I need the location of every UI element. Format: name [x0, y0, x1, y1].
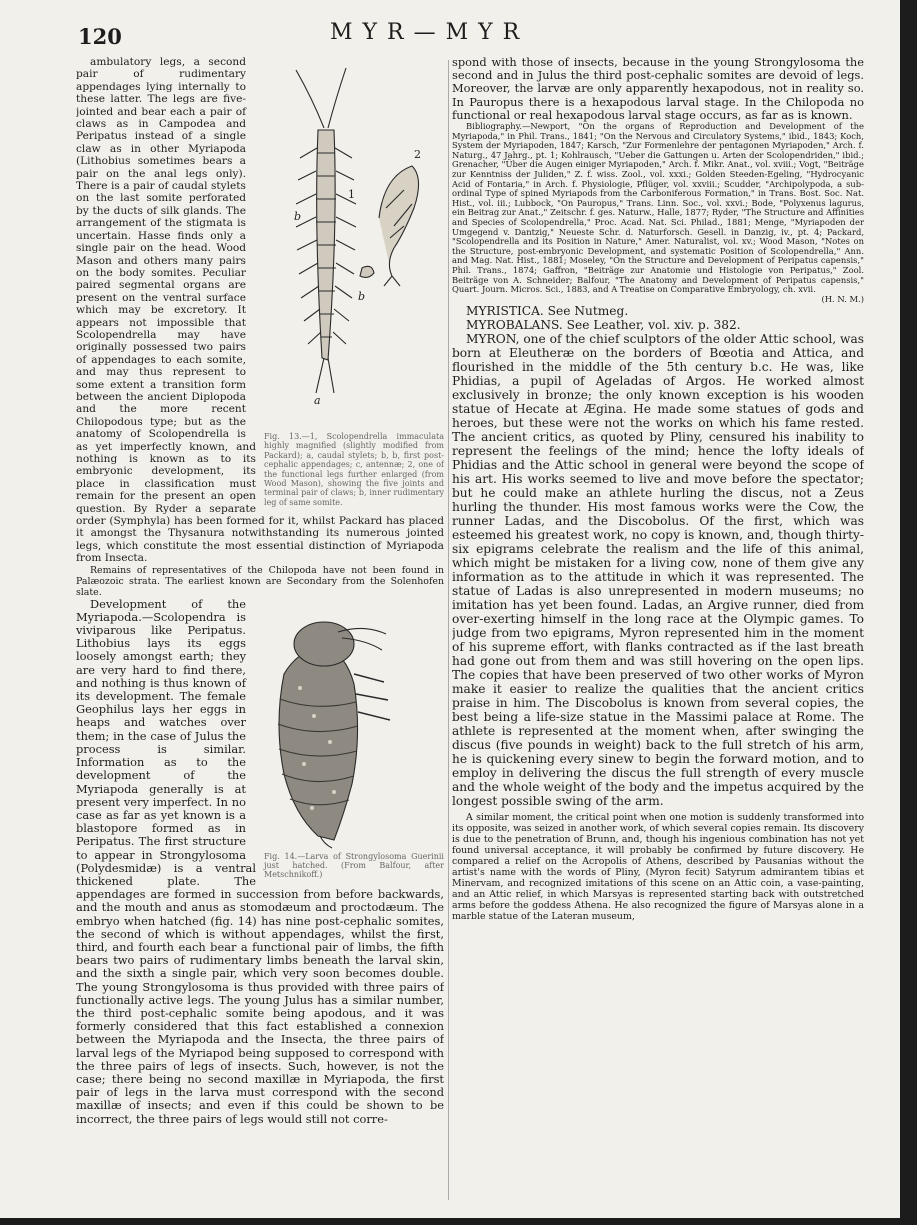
- figure-13-illustration: [254, 58, 444, 428]
- fig13-label-b-2: b: [358, 290, 366, 303]
- left-column: [76, 56, 444, 1206]
- right-column: [452, 56, 864, 1206]
- entry-myrobalans: MYROBALANS. See Leather, vol. xiv. p. 382.: [466, 318, 741, 333]
- bibliography-signature: (H. N. M.): [821, 293, 864, 304]
- page-number: 120: [78, 24, 122, 49]
- figure-14-caption: Fig. 14.—Larva of Strongylosoma Guerinii just hatched. (From Balfour, after Metschnikoff.): [264, 851, 444, 880]
- fig13-label-2: 2: [414, 148, 421, 161]
- figure-13-caption: Fig. 13.—1, Scolopendrella immaculata highly magnified (slightly modified from Packard); a, caudal stylets; b, b, first post-cephalic appendages; c, antennæ; 2, one of the functional legs further enlarged (from Wood Mason), showing the five joints and terminal pair of claws; b, inner rudimentary leg of same somite.: [264, 432, 444, 507]
- left-paragraph-1: ambulatory legs, a second pair of rudimentary appendages lying internally to these latter. The legs are five-jointed and bear each a pair of claws as in Campodea and Peripatus instead of a single claw as in other Myriapoda (Lithobius sometimes bears a pair on the anal legs only). There is a pair of caudal stylets on the last somite perforated by the ducts of silk glands. The arrangement of the stigmata is uncertain. Hasse finds only a single pair on the head. Wood Mason and others many pairs on the body somites. Peculiar paired segmental organs are present on the ventral surface which may be excretory. It appears not impossible that Scolopendrella may have originally possessed two pairs of appendages to each somite, and may thus represent to some extent a transition form between the ancient Diplopoda and the more recent Chilopodous type; but as the anatomy of Scolopendrella is as yet imperfectly known, and nothing is known as to its embryonic development, its place in classification must remain for the present an open question. By Ryder a separate order (Symphyla) has been formed for it, whilst Packard has placed it amongst the Thysanura notwithstanding its numerous jointed legs, which constitute the most essential distinction of Myriapoda from Insecta.: [76, 56, 444, 565]
- right-paragraph-1: spond with those of insects, because in the young Strongylosoma the second and in Julus the third post-cephalic somites are devoid of legs. Moreover, the larvæ are only apparently hexapodous, not in reality so. In Pauropus there is a hexapodous larval stage. In the Chilopoda no functional or real hexapodous larval stage occurs, as far as is known.: [452, 56, 864, 122]
- entry-myristica: MYRISTICA. See Nutmeg.: [466, 304, 629, 319]
- column-divider: [448, 60, 449, 1200]
- running-head: MYR—MYR: [330, 20, 530, 45]
- fig13-label-a: a: [314, 394, 321, 407]
- entry-myron-continued: A similar moment, the critical point when one motion is suddenly transformed into its opposite, was seized in another work, of which several copies remain. Its discovery is due to the penetration of Brunn, and, though his ingenious combination has not yet found universal acceptance, it will probably be confirmed by future discovery. He compared a relief on the Acropolis of Athens, described by Pausanias without the artist's name with the words of Pliny, (Myron fecit) Satyrum admirantem tibias et Minervam, and recognized imitations of this scene on an Attic coin, a vase-painting, and an Attic relief, in which Marsyas is represented starting back with outstretched arms before the goddess Athena. He also recognized the figure of Marsyas alone in a marble statue of the Lateran museum,: [452, 812, 864, 923]
- page-header: [0, 16, 900, 56]
- bibliography: [452, 121, 864, 304]
- bibliography-text: Bibliography.—Newport, "On the organs of Reproduction and Development of the Myriapoda," in Phil. Trans., 1841; "On the Nervous and Circulatory Systems," ibid., 1843; Koch, System der Myriapoden, 1847; Karsch, "Zur Formenlehre der pentagonen Myriapoden," Arch. f. Naturg., 47 Jahrg., pt. 1; Kohlrausch, "Ueber die Gattungen u. Arten der Scolopendriden," ibid.; Grenacher, "Über die Augen einiger Myriapoden," Arch. f. Mikr. Anat., vol. xviii.; Vogt, "Beiträge zur Kenntniss der Juliden," Z. f. wiss. Zool., vol. xxxi.; Golden Steeden-Egeling, "Hydrocyanic Acid of Fontaria," in Arch. f. Physiologie, Pflüger, vol. xxviii.; Scudder, "Archipolypoda, a sub-ordinal Type of spined Myriapods from the Carboniferous Formation," in Trans. Bost. Soc. Nat. Hist., vol. iii.; Lubbock, "On Pauropus," Trans. Linn. Soc., vol. xxvi.; Bode, "Polyxenus lagurus, ein Beitrag zur Anat.," Zeitschr. f. ges. Naturw., Halle, 1877; Ryder, "The Structure and Affinities and Species of Scolopendrella," Proc. Acad. Nat. Sci. Philad., 1881; Menge, "Myriapoden der Umgegend v. Dantzig," Neueste Schr. d. Naturforsch. Gesell. in Danzig, iv., pt. 4; Packard, "Scolopendrella and its Position in Nature," Amer. Naturalist, vol. xv.; Wood Mason, "Notes on the Structure, post-embryonic Development, and systematic Position of Scolopendrella," Ann. and Mag. Nat. Hist., 1881; Moseley, "On the Structure and Development of Peripatus capensis," Phil. Trans., 1874; Gaffron, "Beiträge zur Anatomie und Histologie von Peripatus," Zool. Beiträge von A. Schneider; Balfour, "The Anatomy and Development of Peripatus capensis," Quart. Journ. Micros. Sci., 1883, and A Treatise on Comparative Embryology, ch. xvii.: [452, 121, 864, 295]
- fig13-label-b: b: [294, 210, 302, 223]
- entry-myron: MYRON, one of the chief sculptors of the older Attic school, was born at Eleutheræ on the borders of Bœotia and Attica, and flourished in the middle of the 5th century b.c. He was, like Phidias, a pupil of Ageladas of Argos. He worked almost exclusively in bronze; the only known exception is his wooden statue of Hecate at Ægina. He made some statues of gods and heroes, but these were not the works on which his fame rested. The ancient critics, as quoted by Pliny, censured his inability to represent the feelings of the mind; hence the lofty ideals of Phidias and the Attic school in general were beyond the scope of his art. His works seemed to live and move before the spectator; but he could make an athlete hurling the discus, not a Zeus hurling the thunder. His most famous works were the Cow, the runner Ladas, and the Discobolus. Of the first, which was esteemed his greatest work, no copy is known, and, though thirty-six epigrams celebrate the realism and the life of this animal, which might be mistaken for a living cow, none of them give any information as to the attitude in which it was represented. The statue of Ladas is also unrepresented in modern museums; no imitation has yet been found. Ladas, an Argive runner, died from over-exerting himself in the long race at the Olympic games. To judge from two epigrams, Myron represented him in the moment of his supreme effort, with flanks contracted as if the last breath had gone out from them and was still hovering on the open lips. The copies that have been preserved of two other works of Myron make it easier to realize the qualities that the ancient critics praise in him. The Discobolus is known from several copies, the best being a life-size statue in the Massimi palace at Rome. The athlete is represented at the moment when, after swinging the discus (five pounds in weight) back to the full stretch of his arm, he is quickening every sinew to begin the forward motion, and to employ in delivering the discus the full strength of every muscle and the whole weight of the body and the impetus acquired by the longest possible swing of the arm.: [452, 332, 864, 809]
- figure-14-illustration: [254, 604, 444, 850]
- fig13-label-1: 1: [348, 188, 355, 201]
- left-paragraph-2: Remains of representatives of the Chilopoda have not been found in Palæozoic strata. The earliest known are Secondary from the Solenhofen slate.: [76, 564, 444, 598]
- left-paragraph-development: Development of the Myriapoda.—Scolopendra is viviparous like Peripatus. Lithobius lays its eggs loosely amongst earth; they are very hard to find there, and nothing is thus known of its development. The female Geophilus lays her eggs in heaps and watches over them; in the case of Julus the process is similar. Information as to the development of the Myriapoda generally is at present very imperfect. In no case as far as yet known is a blastopore formed as in Peripatus. The first structure to appear in Strongylosoma (Polydesmidæ) is a ventral thickened plate. The appendages are formed in succession from before backwards, and the mouth and anus as stomodæum and proctodæum. The embryo when hatched (fig. 14) has nine post-cephalic somites, the second of which is without appendages, whilst the first, third, and fourth each bear a functional pair of limbs, the fifth bears two pairs of rudimentary limbs beneath the larval skin, and the sixth a single pair, which very soon becomes double. The young Strongylosoma is thus provided with three pairs of functionally active legs. The young Julus has a similar number, the third post-cephalic somite being apodous, and it was formerly considered that this fact established a connexion between the Myriapoda and the Insecta, the three pairs of larval legs of the Myriapod being supposed to correspond with the three pairs of legs of insects. Such, however, is not the case; there being no second maxillæ in Myriapoda, the first pair of legs in the larva must correspond with the second maxillæ of insects; and even if this could be shown to be incorrect, the three pairs of legs would still not corre-: [76, 596, 444, 1126]
